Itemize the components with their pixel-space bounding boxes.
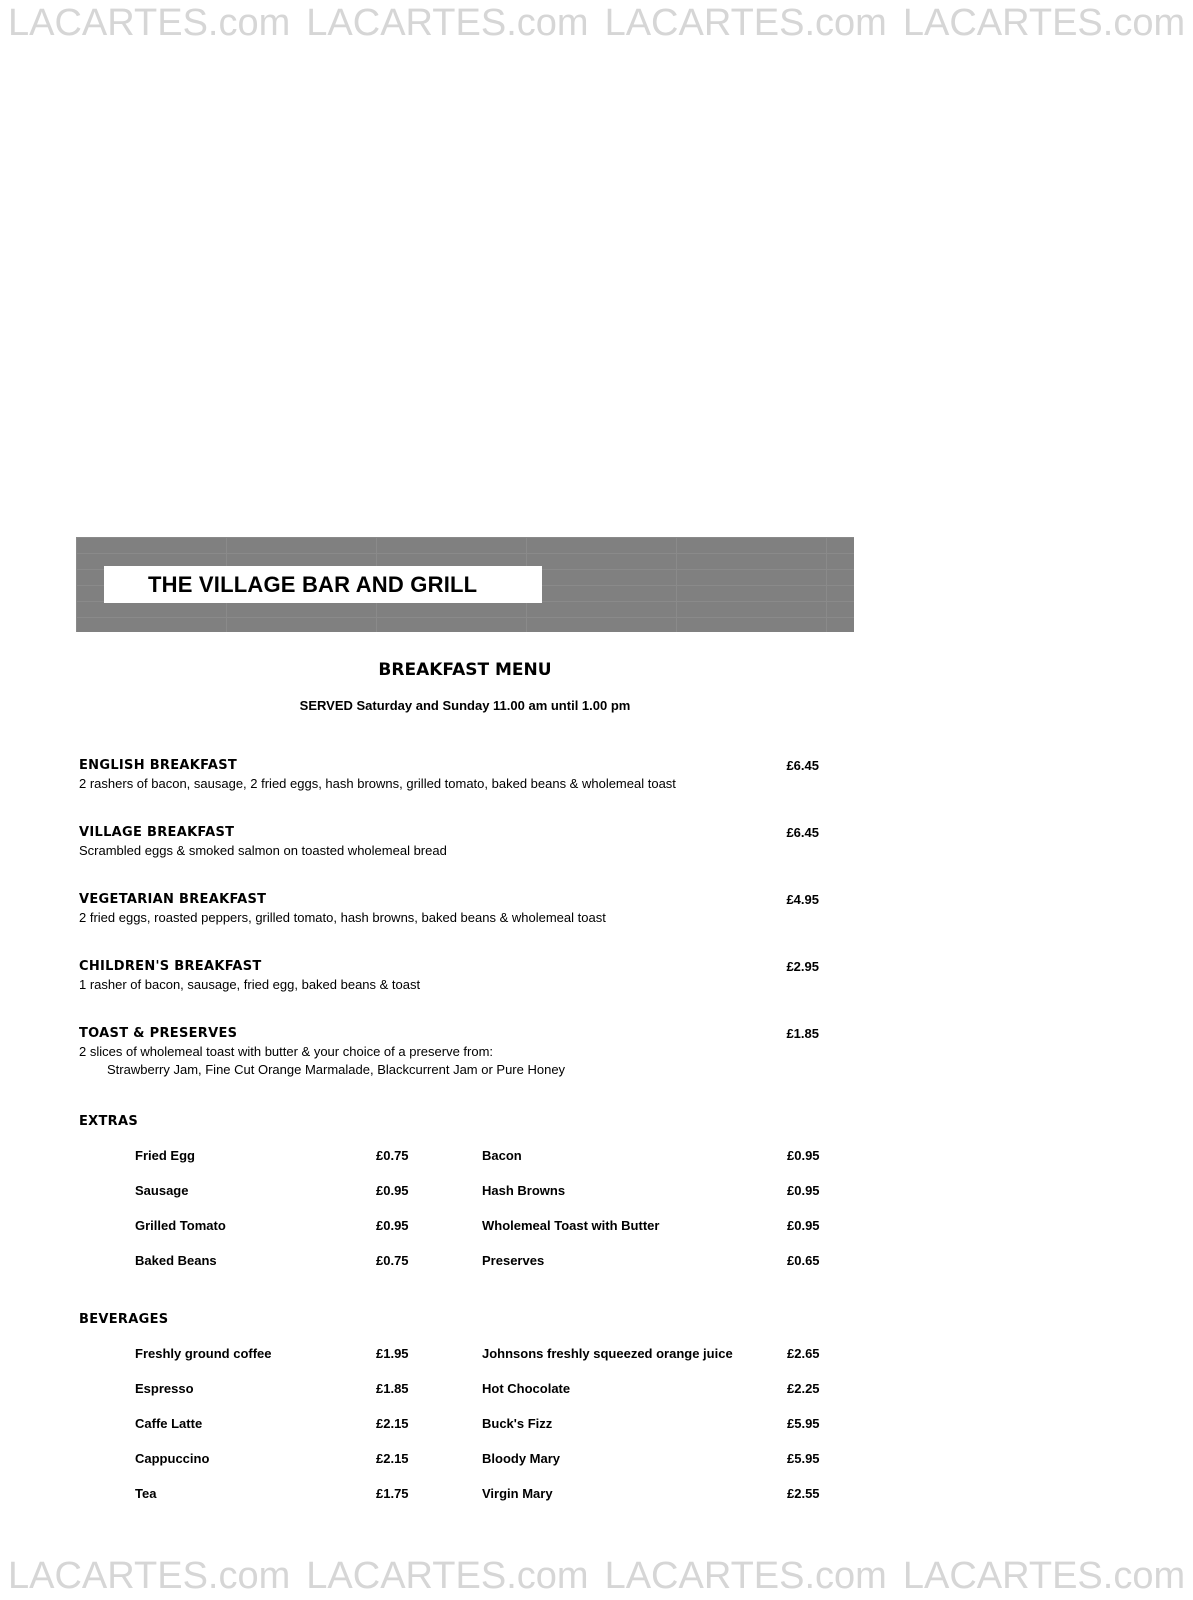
header-banner xyxy=(76,537,854,632)
beverage-name: Hot Chocolate xyxy=(482,1381,571,1396)
extra-price: £0.95 xyxy=(787,1218,820,1233)
extra-price: £0.95 xyxy=(787,1183,820,1198)
extra-price: £0.65 xyxy=(787,1253,820,1268)
beverage-price: £1.95 xyxy=(376,1346,409,1361)
menu-item xyxy=(79,1024,819,1079)
item-price: £6.45 xyxy=(786,825,819,840)
extras-row xyxy=(0,1183,1131,1203)
beverages-row xyxy=(0,1416,1131,1436)
extra-name: Fried Egg xyxy=(135,1148,195,1163)
item-name: VILLAGE BREAKFAST xyxy=(79,825,235,840)
beverage-price: £2.55 xyxy=(787,1486,820,1501)
extra-name: Grilled Tomato xyxy=(135,1218,226,1233)
beverage-price: £5.95 xyxy=(787,1451,820,1466)
item-description: 1 rasher of bacon, sausage, fried egg, baked beans & toast xyxy=(79,977,421,992)
beverage-name: Freshly ground coffee xyxy=(135,1346,272,1361)
extra-name: Baked Beans xyxy=(135,1253,217,1268)
item-description-options: Strawberry Jam, Fine Cut Orange Marmalade, Blackcurrent Jam or Pure Honey xyxy=(107,1062,566,1077)
extra-name: Sausage xyxy=(135,1183,189,1198)
beverage-name: Caffe Latte xyxy=(135,1416,203,1431)
beverage-name: Bloody Mary xyxy=(482,1451,561,1466)
beverage-name: Buck's Fizz xyxy=(482,1416,553,1431)
item-name: VEGETARIAN BREAKFAST xyxy=(79,892,267,907)
watermark-text: LACARTES.com xyxy=(306,2,589,44)
extra-price: £0.75 xyxy=(376,1253,409,1268)
menu-item xyxy=(79,823,819,860)
item-description: 2 fried eggs, roasted peppers, grilled tomato, hash browns, baked beans & wholemeal toast xyxy=(79,910,606,925)
extra-name: Preserves xyxy=(482,1253,545,1268)
watermark-text: LACARTES.com xyxy=(902,1555,1186,1597)
item-price: £4.95 xyxy=(786,892,819,907)
beverage-price: £2.25 xyxy=(787,1381,820,1396)
beverage-name: Tea xyxy=(135,1486,157,1501)
item-price: £1.85 xyxy=(786,1026,819,1041)
extra-price: £0.95 xyxy=(376,1218,409,1233)
beverage-price: £2.15 xyxy=(376,1416,409,1431)
beverages-row xyxy=(0,1381,1131,1401)
extra-price: £0.75 xyxy=(376,1148,409,1163)
item-description: 2 rashers of bacon, sausage, 2 fried eggs, hash browns, grilled tomato, baked beans & wholemeal toast xyxy=(79,776,676,791)
menu-item xyxy=(79,756,819,793)
beverage-name: Espresso xyxy=(135,1381,194,1396)
extra-price: £0.95 xyxy=(787,1148,820,1163)
menu-item xyxy=(79,890,819,927)
watermark-text: LACARTES.com xyxy=(8,2,291,44)
item-description: Scrambled eggs & smoked salmon on toasted wholemeal bread xyxy=(79,843,447,858)
watermark-top xyxy=(0,2,1186,44)
watermark-text: LACARTES.com xyxy=(306,1555,589,1597)
extras-row xyxy=(0,1218,1131,1238)
extra-price: £0.95 xyxy=(376,1183,409,1198)
menu-item xyxy=(79,957,819,994)
item-price: £6.45 xyxy=(786,758,819,773)
watermark-text: LACARTES.com xyxy=(902,2,1186,44)
item-name: CHILDREN'S BREAKFAST xyxy=(79,959,262,974)
extras-heading: EXTRAS xyxy=(79,1114,139,1129)
extra-name: Wholemeal Toast with Butter xyxy=(482,1218,660,1233)
beverage-name: Cappuccino xyxy=(135,1451,210,1466)
watermark-text: LACARTES.com xyxy=(8,1555,291,1597)
beverage-name: Johnsons freshly squeezed orange juice xyxy=(482,1346,733,1361)
extras-row xyxy=(0,1148,1131,1168)
item-name: TOAST & PRESERVES xyxy=(79,1026,238,1041)
beverage-name: Virgin Mary xyxy=(482,1486,553,1501)
watermark-bottom xyxy=(0,1555,1186,1597)
beverages-heading: BEVERAGES xyxy=(79,1312,169,1327)
beverages-row xyxy=(0,1346,1131,1366)
restaurant-name: THE VILLAGE BAR AND GRILL xyxy=(148,572,478,597)
served-hours: SERVED Saturday and Sunday 11.00 am until 1.00 pm xyxy=(299,698,631,713)
item-price: £2.95 xyxy=(786,959,819,974)
beverages-row xyxy=(0,1451,1131,1471)
watermark-text: LACARTES.com xyxy=(604,2,887,44)
beverage-price: £1.85 xyxy=(376,1381,409,1396)
watermark-text: LACARTES.com xyxy=(604,1555,887,1597)
extra-name: Bacon xyxy=(482,1148,522,1163)
extras-row xyxy=(0,1253,1131,1273)
item-name: ENGLISH BREAKFAST xyxy=(79,758,238,773)
title-box xyxy=(104,566,542,603)
extra-name: Hash Browns xyxy=(482,1183,566,1198)
beverage-price: £2.15 xyxy=(376,1451,409,1466)
beverage-price: £2.65 xyxy=(787,1346,820,1361)
beverage-price: £1.75 xyxy=(376,1486,409,1501)
menu-title: BREAKFAST MENU xyxy=(378,660,552,680)
beverages-row xyxy=(0,1486,1131,1506)
item-description: 2 slices of wholemeal toast with butter & your choice of a preserve from: xyxy=(79,1044,494,1059)
beverage-price: £5.95 xyxy=(787,1416,820,1431)
